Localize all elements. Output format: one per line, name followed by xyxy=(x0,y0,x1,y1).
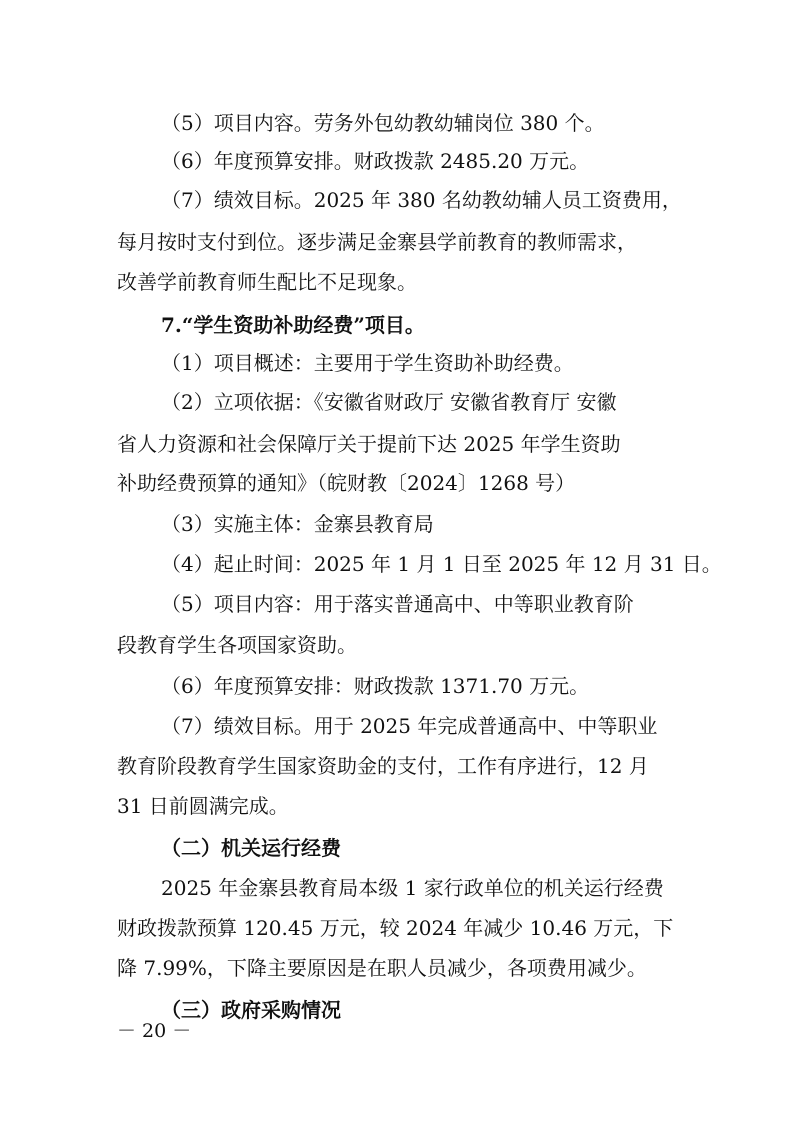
paragraph-line: 补助经费预算的通知》（皖财教〔2024〕1268 号） xyxy=(117,471,576,495)
section-heading: 7.“学生资助补助经费”项目。 xyxy=(161,313,425,337)
paragraph-line: （4）起止时间：2025 年 1 月 1 日至 2025 年 12 月 31 日。 xyxy=(161,552,722,576)
page-number: － 20 － xyxy=(117,1020,192,1042)
section-heading: （三）政府采购情况 xyxy=(161,998,341,1022)
section-heading: （二）机关运行经费 xyxy=(161,836,341,860)
paragraph-line: 降 7.99%，下降主要原因是在职人员减少，各项费用减少。 xyxy=(117,956,647,980)
paragraph-line: （5）项目内容：用于落实普通高中、中等职业教育阶 xyxy=(161,592,634,616)
paragraph-line: （6）年度预算安排。财政拨款 2485.20 万元。 xyxy=(161,149,590,173)
paragraph-line: 2025 年金寨县教育局本级 1 家行政单位的机关运行经费 xyxy=(161,876,664,900)
paragraph-line: （5）项目内容。劳务外包幼教幼辅岗位 380 个。 xyxy=(161,111,605,135)
paragraph-line: （6）年度预算安排：财政拨款 1371.70 万元。 xyxy=(161,674,590,698)
paragraph-line: （1）项目概述：主要用于学生资助补助经费。 xyxy=(161,351,574,375)
paragraph-line: 31 日前圆满完成。 xyxy=(117,794,289,818)
paragraph-line: 教育阶段教育学生国家资助金的支付，工作有序进行，12 月 xyxy=(117,754,649,778)
paragraph-line: （3）实施主体：金寨县教育局 xyxy=(161,512,434,536)
paragraph-line: 改善学前教育师生配比不足现象。 xyxy=(117,270,417,294)
paragraph-line: （2）立项依据：《安徽省财政厅 安徽省教育厅 安徽 xyxy=(161,390,617,414)
paragraph-line: （7）绩效目标。用于 2025 年完成普通高中、中等职业 xyxy=(161,714,658,738)
paragraph-line: 财政拨款预算 120.45 万元，较 2024 年减少 10.46 万元，下 xyxy=(117,916,674,940)
paragraph-line: （7）绩效目标。2025 年 380 名幼教幼辅人员工资费用， xyxy=(161,188,682,212)
paragraph-line: 段教育学生各项国家资助。 xyxy=(117,633,357,657)
paragraph-line: 每月按时支付到位。逐步满足金寨县学前教育的教师需求， xyxy=(117,230,637,254)
paragraph-line: 省人力资源和社会保障厅关于提前下达 2025 年学生资助 xyxy=(117,432,621,456)
